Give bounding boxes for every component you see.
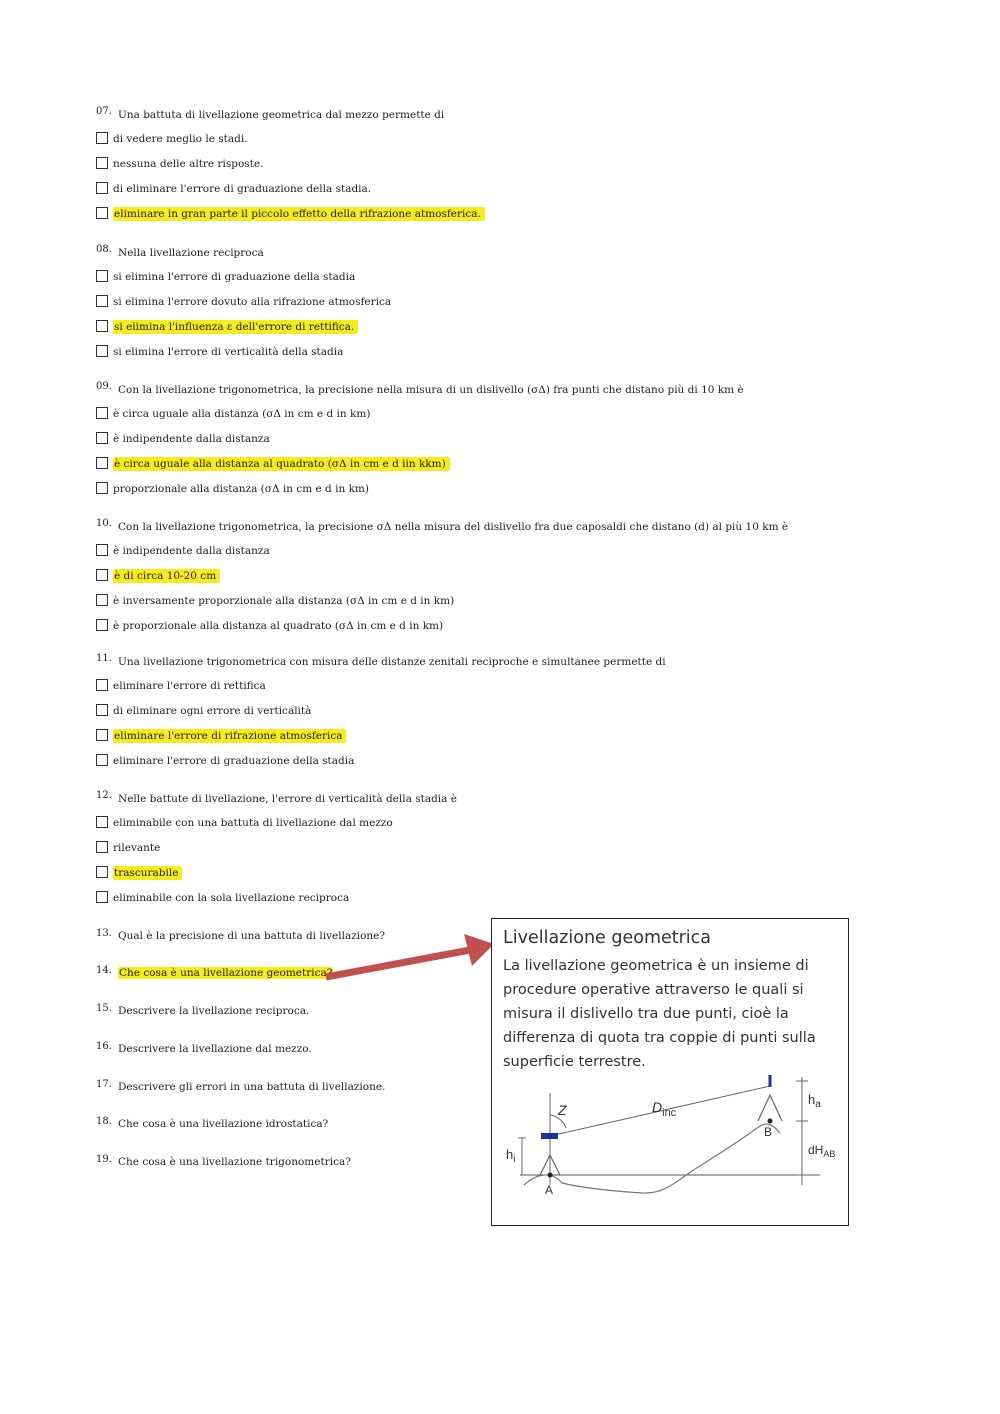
question-number: 12. [96, 790, 112, 801]
question-11 [96, 655, 896, 779]
checkbox[interactable] [96, 320, 108, 332]
option-text: è circa uguale alla distanza (σΔ in cm e d in km) [113, 408, 371, 420]
question-text: Con la livellazione trigonometrica, la precisione nella misura di un dislivello (σΔ) fra punti che distano più di 10 km è [118, 384, 744, 396]
question-number: 08. [96, 244, 112, 255]
answer-option-correct[interactable] [96, 457, 896, 482]
tripod-b [758, 1095, 782, 1121]
leveling-diagram [502, 1073, 837, 1203]
label-a: A [545, 1183, 554, 1197]
open-question-15 [96, 1005, 309, 1017]
option-text: di eliminare l'errore di graduazione della stadia. [113, 183, 372, 195]
option-text: eliminabile con una battuta di livellazione dal mezzo [113, 817, 393, 829]
answer-option[interactable] [96, 679, 896, 704]
checkbox[interactable] [96, 891, 108, 903]
answer-option[interactable] [96, 407, 896, 432]
question-number: 13. [96, 928, 112, 939]
question-number: 14. [96, 965, 112, 976]
answer-option-correct[interactable] [96, 866, 896, 891]
option-text: proporzionale alla distanza (σΔ in cm e d in km) [113, 483, 369, 495]
checkbox[interactable] [96, 816, 108, 828]
answer-option[interactable] [96, 345, 896, 370]
question-number: 17. [96, 1079, 112, 1090]
answer-option-correct[interactable] [96, 320, 896, 345]
pointer-arrow-icon [320, 930, 500, 985]
option-text: eliminabile con la sola livellazione reciproca [113, 892, 350, 904]
option-text: eliminare l'errore di graduazione della stadia [113, 755, 355, 767]
checkbox[interactable] [96, 157, 108, 169]
question-text: Descrivere la livellazione reciproca. [118, 1005, 310, 1017]
option-text: rilevante [113, 842, 161, 854]
question-number: 09. [96, 381, 112, 392]
label-dhab: $dH_{AB}$ [808, 1143, 836, 1159]
answer-option[interactable] [96, 270, 896, 295]
label-d-inc: $D_{inc}$ [652, 1099, 677, 1119]
question-07 [96, 108, 896, 232]
question-text: Nella livellazione reciproca [118, 247, 264, 259]
open-question-17 [96, 1081, 385, 1093]
point-b [768, 1119, 773, 1124]
option-text: si elimina l'errore dovuto alla rifrazione atmosferica [113, 296, 392, 308]
option-text-highlighted: eliminare l'errore di rifrazione atmosferica [113, 729, 346, 743]
answer-option[interactable] [96, 544, 896, 569]
option-text: eliminare l'errore di rettifica [113, 680, 266, 692]
answer-option[interactable] [96, 841, 896, 866]
checkbox[interactable] [96, 729, 108, 741]
question-text: Descrivere gli errori in una battuta di livellazione. [118, 1081, 386, 1093]
question-text: Qual è la precisione di una battuta di livellazione? [118, 930, 386, 942]
checkbox[interactable] [96, 132, 108, 144]
checkbox[interactable] [96, 544, 108, 556]
answer-option[interactable] [96, 754, 896, 779]
question-09 [96, 383, 896, 507]
open-question-16 [96, 1043, 312, 1055]
answer-option[interactable] [96, 432, 896, 457]
checkbox[interactable] [96, 482, 108, 494]
question-text: Descrivere la livellazione dal mezzo. [118, 1043, 312, 1055]
answer-option[interactable] [96, 132, 896, 157]
answer-box [491, 918, 849, 1226]
option-text-highlighted: è di circa 10-20 cm [113, 569, 220, 583]
question-number: 16. [96, 1041, 112, 1052]
checkbox[interactable] [96, 182, 108, 194]
open-question-14 [96, 967, 333, 979]
question-text: Una livellazione trigonometrica con misura delle distanze zenitali reciproche e simultanee permette di [118, 656, 666, 668]
checkbox[interactable] [96, 866, 108, 878]
question-text-highlighted: Che cosa è una livellazione geometrica? [119, 967, 333, 979]
question-12 [96, 792, 896, 916]
answer-option[interactable] [96, 295, 896, 320]
question-text: Con la livellazione trigonometrica, la precisione σΔ nella misura del dislivello fra due caposaldi che distano (d) al più 10 km è [118, 521, 789, 533]
checkbox[interactable] [96, 754, 108, 766]
answer-option[interactable] [96, 182, 896, 207]
answer-option[interactable] [96, 816, 896, 841]
checkbox[interactable] [96, 569, 108, 581]
answer-option[interactable] [96, 891, 896, 916]
option-text-highlighted: è circa uguale alla distanza al quadrato (σΔ in cm e d iin kkm) [113, 457, 450, 471]
question-number: 11. [96, 653, 112, 664]
option-text: di eliminare ogni errore di verticalità [113, 705, 312, 717]
question-text: Che cosa è una livellazione trigonometrica? [118, 1156, 351, 1168]
label-z: Z [558, 1102, 567, 1118]
question-text: Una battuta di livellazione geometrica dal mezzo permette di [118, 109, 445, 121]
option-text: è indipendente dalla distanza [113, 433, 270, 445]
open-question-18 [96, 1118, 328, 1130]
question-08 [96, 246, 896, 370]
open-question-19 [96, 1156, 351, 1168]
checkbox[interactable] [96, 207, 108, 219]
checkbox[interactable] [96, 619, 108, 631]
checkbox[interactable] [96, 594, 108, 606]
label-b: B [764, 1125, 773, 1139]
option-text: di vedere meglio le stadi. [113, 133, 248, 145]
checkbox[interactable] [96, 432, 108, 444]
answer-option[interactable] [96, 594, 896, 619]
checkbox[interactable] [96, 295, 108, 307]
checkbox[interactable] [96, 407, 108, 419]
instrument-icon [541, 1133, 558, 1139]
answer-option[interactable] [96, 482, 896, 507]
question-number: 19. [96, 1154, 112, 1165]
checkbox[interactable] [96, 841, 108, 853]
question-text: Nelle battute di livellazione, l'errore di verticalità della stadia è [118, 793, 457, 805]
option-text: si elimina l'errore di graduazione della stadia [113, 271, 356, 283]
label-ha: $h_a$ [808, 1092, 821, 1110]
answer-body: La livellazione geometrica è un insieme di procedure operative attraverso le quali si misura il dislivello tra due punti, cioè la differenza di quota tra coppie di punti sulla superficie terrestre. [503, 958, 816, 1070]
question-number: 18. [96, 1116, 112, 1127]
option-text-highlighted: si elimina l'influenza ε dell'errore di rettifica. [113, 320, 358, 334]
option-text-highlighted: trascurabile [113, 866, 182, 880]
option-text-highlighted: eliminare in gran parte il piccolo effetto della rifrazione atmosferica. [113, 207, 485, 221]
option-text: è indipendente dalla distanza [113, 545, 270, 557]
checkbox[interactable] [96, 457, 108, 469]
answer-option-correct[interactable] [96, 207, 896, 232]
terrain-profile [524, 1124, 780, 1193]
question-text: Che cosa è una livellazione idrostatica? [118, 1118, 329, 1130]
question-number: 15. [96, 1003, 112, 1014]
answer-option[interactable] [96, 704, 896, 729]
label-hi: $h_i$ [506, 1147, 516, 1165]
option-text: è inversamente proporzionale alla distanza (σΔ in cm e d in km) [113, 595, 455, 607]
option-text: si elimina l'errore di verticalità della stadia [113, 346, 344, 358]
checkbox[interactable] [96, 345, 108, 357]
question-number: 07. [96, 106, 112, 117]
answer-option[interactable] [96, 157, 896, 182]
point-a [548, 1173, 553, 1178]
answer-option[interactable] [96, 619, 896, 644]
answer-option-correct[interactable] [96, 569, 896, 594]
checkbox[interactable] [96, 270, 108, 282]
answer-title: Livellazione geometrica [503, 928, 712, 948]
question-number: 10. [96, 518, 112, 529]
option-text: è proporzionale alla distanza al quadrato (σΔ in cm e d in km) [113, 620, 444, 632]
answer-option-correct[interactable] [96, 729, 896, 754]
question-10 [96, 520, 896, 644]
checkbox[interactable] [96, 679, 108, 691]
option-text: nessuna delle altre risposte. [113, 158, 264, 170]
checkbox[interactable] [96, 704, 108, 716]
